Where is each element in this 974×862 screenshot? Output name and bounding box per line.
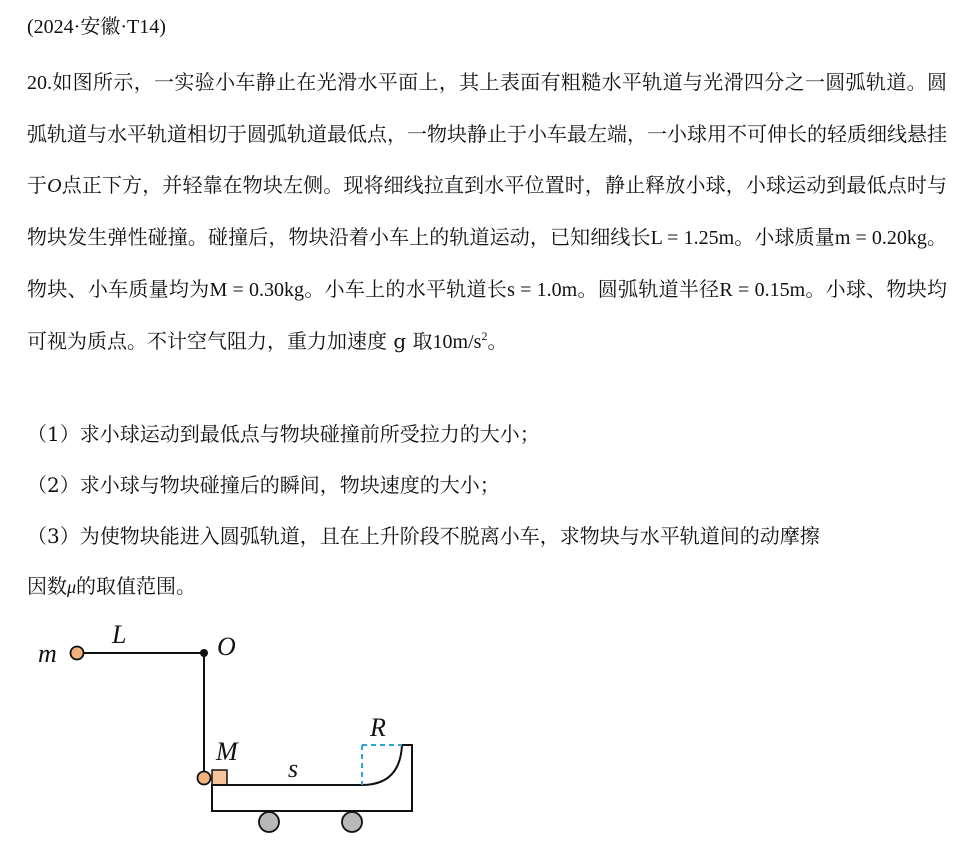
- cart-body: [212, 745, 412, 811]
- label-s: s: [288, 754, 299, 783]
- wheel-right: [342, 812, 362, 832]
- q3-text-b: 的取值范围。: [76, 574, 197, 598]
- stem-part-4: 。物块、小车质量均为: [27, 225, 948, 301]
- label-m: m: [38, 639, 57, 668]
- question-2: （2）求小球与物块碰撞后的瞬间，物块速度的大小；: [27, 473, 500, 497]
- stem-part-8: 。: [487, 329, 508, 353]
- radius-expr: R = 0.15m: [719, 279, 806, 301]
- label-R: R: [370, 713, 386, 742]
- wheel-left: [259, 812, 279, 832]
- stem-part-2: 点正下方，并轻靠在物块左侧。现将细线拉直到水平位置时，静止释放小球，小球运动到最低点时与物块发生弹性碰撞。碰撞后，物块沿着小车上的轨道运动，已知细线长: [27, 173, 948, 249]
- problem-stem: [27, 57, 947, 368]
- gravity-value: 10m/s: [432, 331, 482, 353]
- label-O: O: [217, 632, 236, 661]
- stem-part-7: 。小球、物块均可视为质点。不计空气阻力，重力加速度 g 取: [27, 277, 948, 353]
- source-tag: (2024·安徽·T14): [27, 16, 166, 38]
- block-mass-expr: M = 0.30kg: [209, 279, 305, 301]
- point-o: O: [47, 175, 62, 197]
- label-M: M: [216, 737, 238, 766]
- q3-text-a: 因数: [27, 574, 67, 598]
- ball-mass-expr: m = 0.20kg: [834, 227, 927, 249]
- length-expr: L = 1.25m: [650, 227, 735, 249]
- stem-part-6: 。圆弧轨道半径: [577, 277, 720, 301]
- problem-number: 20.: [27, 72, 52, 94]
- track-length-expr: s = 1.0m: [507, 279, 578, 301]
- gravity-exponent: 2: [481, 329, 488, 343]
- block-m: [212, 770, 227, 785]
- stem-part-3: 。小球质量: [734, 225, 835, 249]
- ball-m-horizontal: [71, 647, 84, 660]
- label-L: L: [112, 620, 127, 649]
- mu-symbol: μ: [67, 577, 77, 597]
- question-3-continued: [27, 571, 196, 602]
- stem-part-1: 如图所示，一实验小车静止在光滑水平面上，其上表面有粗糙水平轨道与光滑四分之一圆弧轨道。圆弧轨道与水平轨道相切于圆弧轨道最低点，一物块静止于小车最左端，一小球用不可伸长的轻质细线悬挂于: [27, 70, 947, 197]
- ball-m-lowest: [198, 772, 211, 785]
- physics-figure: [0, 600, 974, 862]
- stem-part-5: 。小车上的水平轨道长: [304, 277, 508, 301]
- question-3: （3）为使物块能进入圆弧轨道，且在上升阶段不脱离小车，求物块与水平轨道间的动摩擦: [27, 524, 820, 548]
- question-1: （1）求小球运动到最低点与物块碰撞前所受拉力的大小；: [27, 422, 540, 446]
- pivot-point: [200, 649, 208, 657]
